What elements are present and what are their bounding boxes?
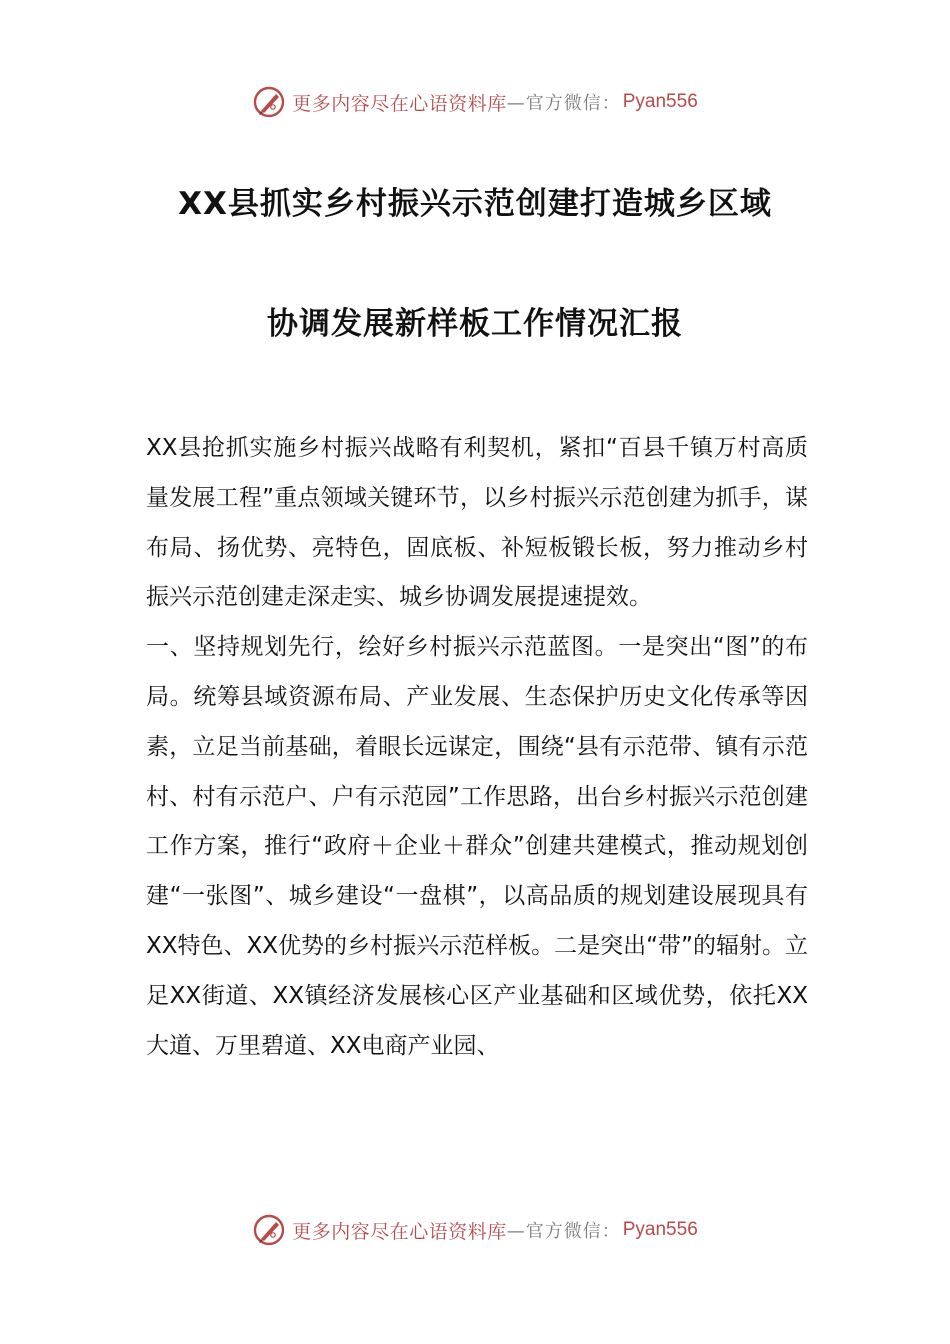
watermark-banner-bottom [0,1210,950,1250]
banner-wechat-id: Pyan556 [622,91,698,112]
banner-sub-text: —官方微信： [506,1221,621,1242]
document-title-line-1: XX县抓实乡村振兴示范创建打造城乡区域 [178,186,772,222]
paragraph-intro: XX县抢抓实施乡村振兴战略有利契机，紧扣“百县千镇万村高质量发展工程”重点领域关键环节，以乡村振兴示范创建为抓手，谋布局、扬优势、亮特色，固底板、补短板锻长板，努力推动乡村振兴示范创建走深走实、城乡协调发展提速提效。 [146,435,808,611]
banner-main-text: 更多内容尽在心语资料库 [292,92,507,115]
banner-sub-text: —官方微信： [506,93,621,114]
document-body [146,424,808,1071]
document-title-line-2: 协调发展新样板工作情况汇报 [267,306,683,342]
pen-logo-icon [252,1213,286,1247]
banner-main-text: 更多内容尽在心语资料库 [292,1220,507,1243]
paragraph-section-1: 一、坚持规划先行，绘好乡村振兴示范蓝图。一是突出“图”的布局。统筹县域资源布局、产业发展、生态保护历史文化传承等因素，立足当前基础，着眼长远谋定，围绕“县有示范带、镇有示范村、村有示范户、户有示范园”工作思路，出台乡村振兴示范创建工作方案，推行“政府＋企业＋群众”创建共建模式，推动规划创建“一张图”、城乡建设“一盘棋”，以高品质的规划建设展现具有XX特色、XX优势的乡村振兴示范样板。二是突出“带”的辐射。立足XX街道、XX镇经济发展核心区产业基础和区域优势，依托XX大道、万里碧道、XX电商产业园、 [146,634,808,1059]
banner-wechat-id: Pyan556 [622,1219,698,1240]
pen-logo-icon [252,85,286,119]
watermark-banner-top [0,82,950,122]
